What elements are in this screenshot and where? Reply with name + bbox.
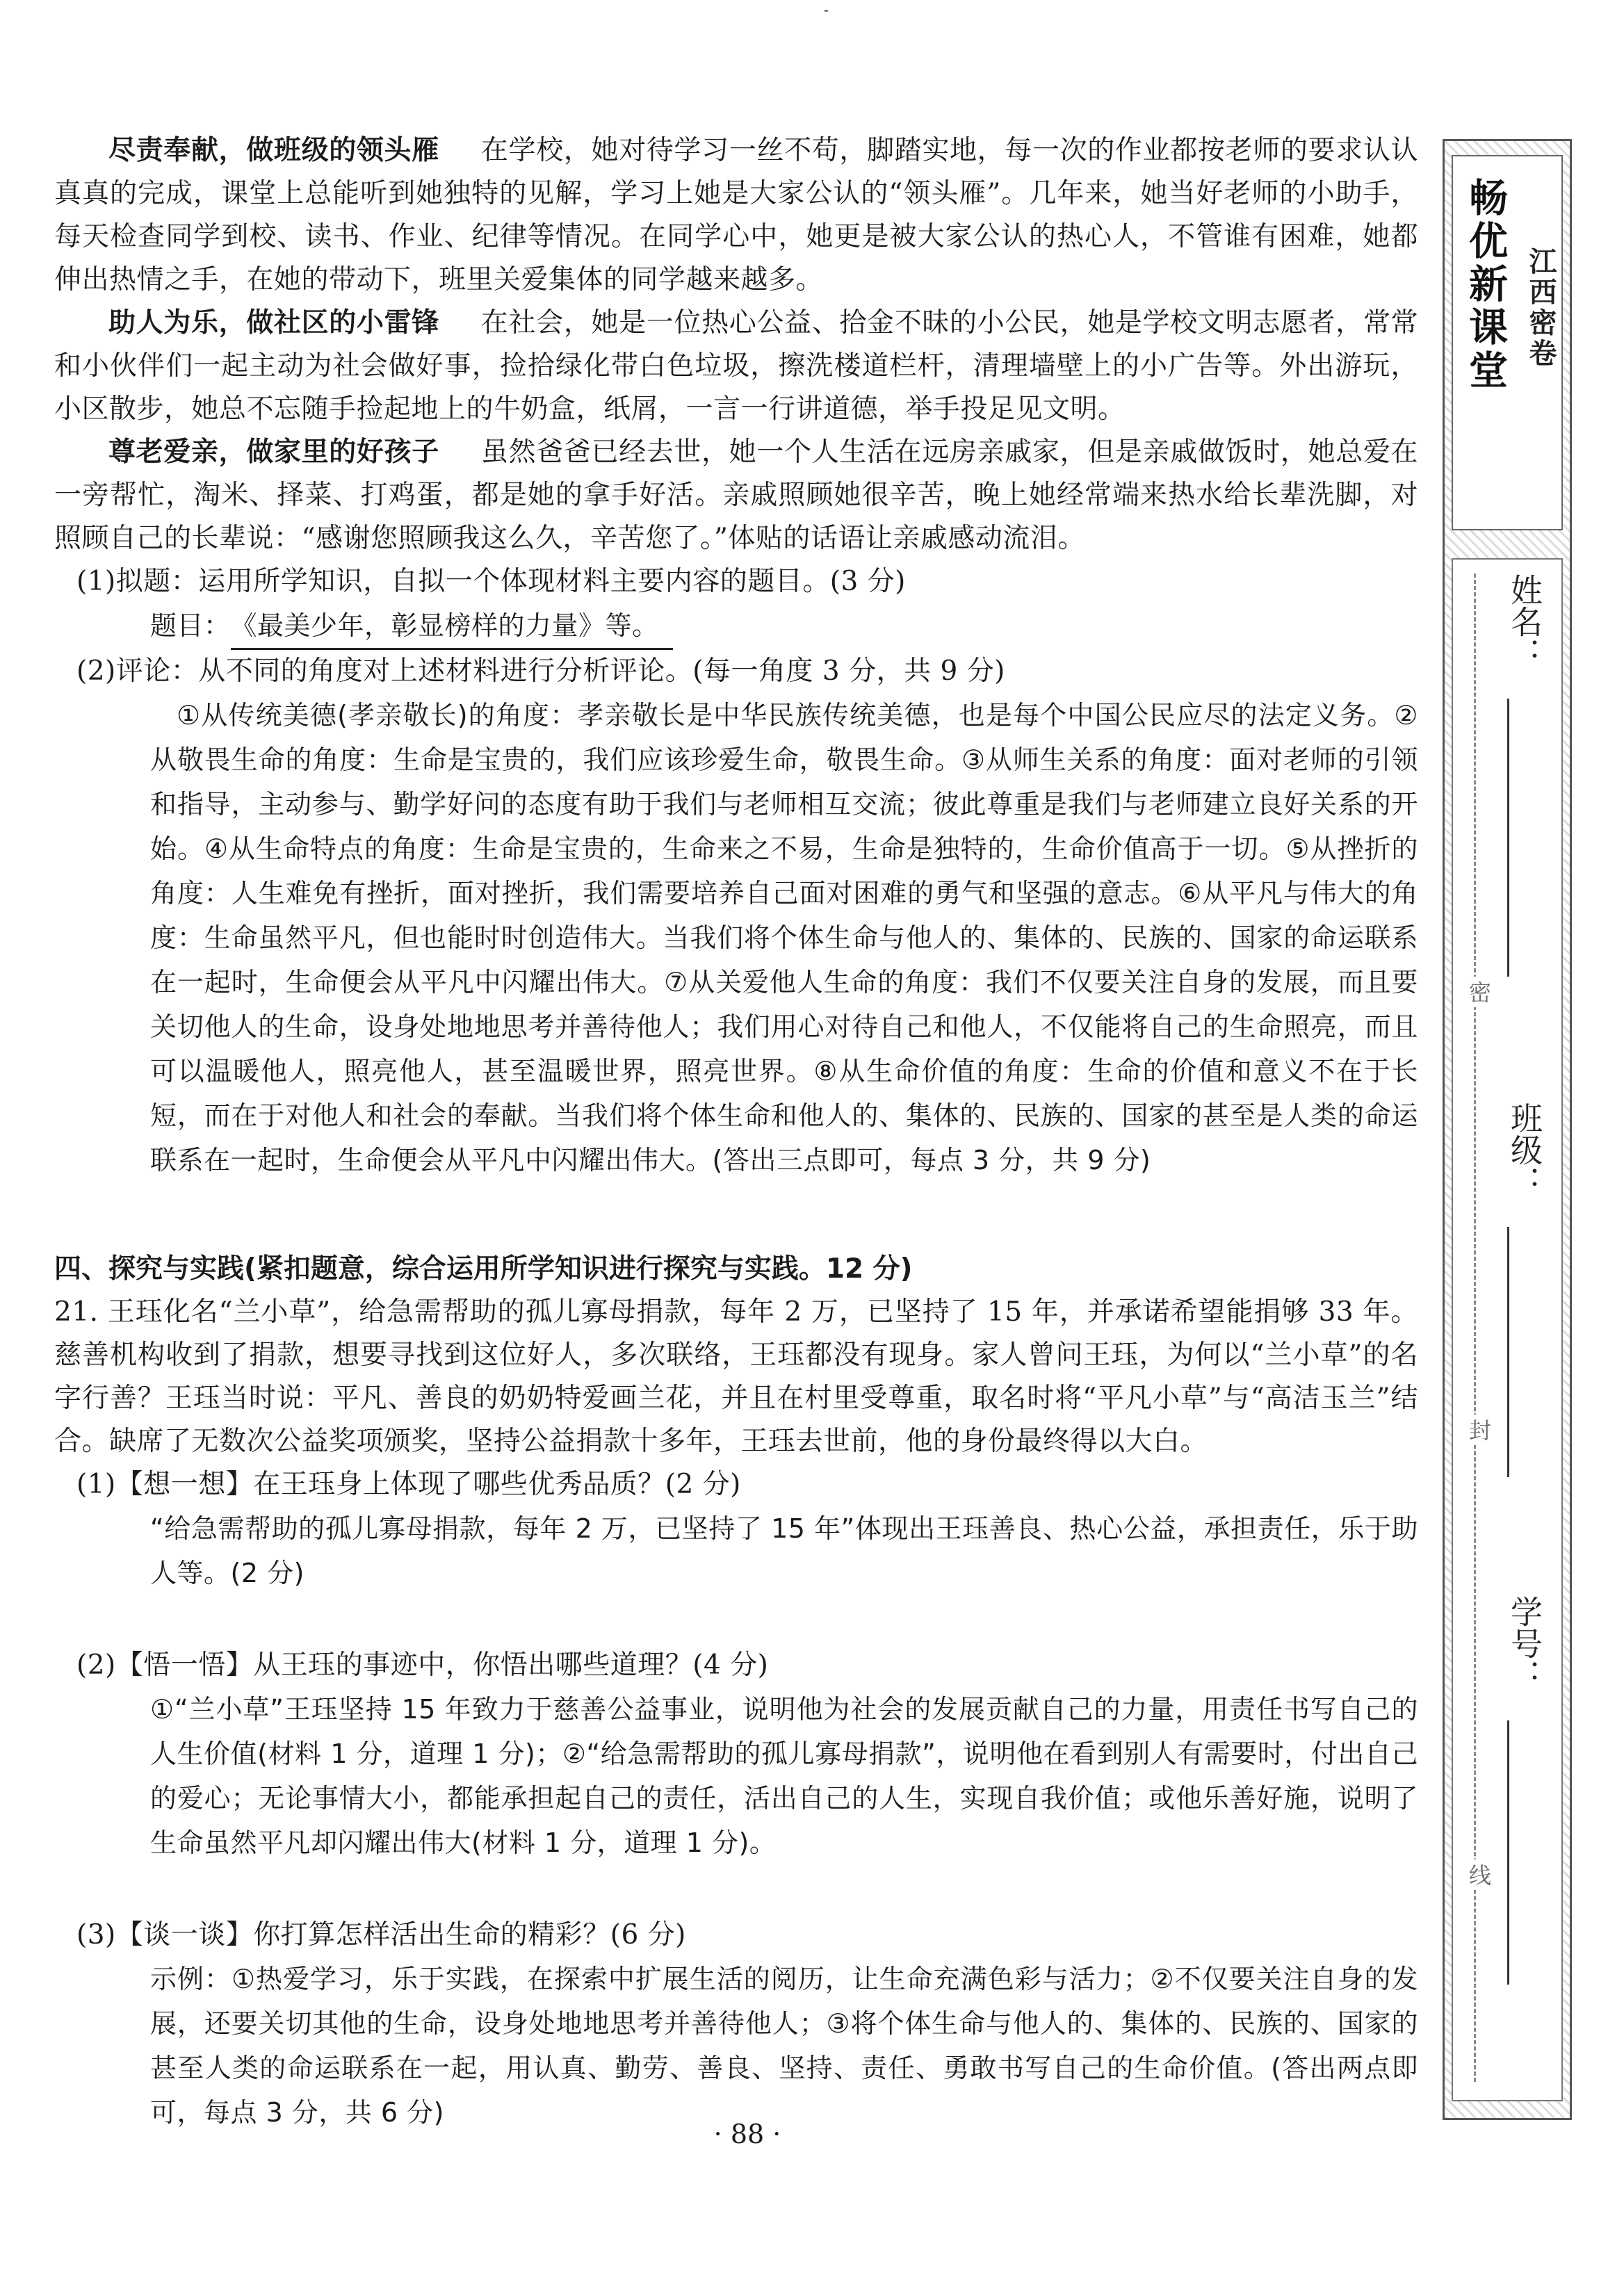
seal-dashed-line bbox=[1474, 573, 1476, 2082]
student-info-strip bbox=[1452, 558, 1563, 2101]
paragraph-heading: 助人为乐，做社区的小雷锋 bbox=[108, 307, 439, 339]
question-21-2: (2)【悟一悟】从王珏的事迹中，你悟出哪些道理？(4 分) bbox=[76, 1650, 769, 1681]
page-body bbox=[54, 129, 1418, 2135]
answer-label: 题目： bbox=[150, 610, 231, 641]
page-number: · 88 · bbox=[713, 2119, 781, 2149]
material-paragraph-2 bbox=[54, 302, 1418, 431]
section-4-title: 四、探究与实践(紧扣题意，综合运用所学知识进行探究与实践。12 分) bbox=[54, 1253, 913, 1285]
answer-21-2: ①“兰小草”王珏坚持 15 年致力于慈善公益事业，说明他为社会的发展贡献自己的力量，用责任书写自己的人生价值(材料 1 分，道理 1 分)；②“给急需帮助的孤儿寡母捐款”，说明他在看到别人有需要时，付出自己的爱心；无论事情大小，都能承担起自己的责任，活出自己的人生，实现自我价值；或他乐善好施，说明了生命虽然平凡却闪耀出伟大(材料 1 分，道理 1 分)。 bbox=[150, 1694, 1418, 1858]
answer-1-text: 《最美少年，彰显榜样的力量》等。 bbox=[231, 603, 673, 650]
material-paragraph-1 bbox=[54, 129, 1418, 302]
question-21-3: (3)【谈一谈】你打算怎样活出生命的精彩？(6 分) bbox=[76, 1919, 686, 1951]
class-label: 班级： bbox=[1506, 1102, 1543, 1198]
top-mark: - bbox=[824, 1, 829, 18]
question-1: (1)拟题：运用所学知识，自拟一个体现材料主要内容的题目。(3 分) bbox=[76, 566, 906, 597]
seal-label-xian: 线 bbox=[1463, 1859, 1495, 1890]
material-paragraph-3 bbox=[54, 431, 1418, 560]
question-2: (2)评论：从不同的角度对上述材料进行分析评论。(每一角度 3 分，共 9 分) bbox=[76, 656, 1005, 687]
question-21-stem: 21. 王珏化名“兰小草”，给急需帮助的孤儿寡母捐款，每年 2 万，已坚持了 15 年，并承诺希望能捐够 33 年。慈善机构收到了捐款，想要寻找到这位好人，多次联络，王珏都没有现身。家人曾问王珏，为何以“兰小草”的名字行善？王珏当时说：平凡、善良的奶奶特爱画兰花，并且在村里受尊重，取名时将“平凡小草”与“高洁玉兰”结合。缺席了无数次公益奖项颁奖，坚持公益捐款十多年，王珏去世前，他的身份最终得以大白。 bbox=[54, 1296, 1418, 1457]
answer-2: ①从传统美德(孝亲敬长)的角度：孝亲敬长是中华民族传统美德，也是每个中国公民应尽的法定义务。②从敬畏生命的角度：生命是宝贵的，我们应该珍爱生命，敬畏生命。③从师生关系的角度：面对老师的引领和指导，主动参与、勤学好问的态度有助于我们与老师相互交流；彼此尊重是我们与老师建立良好关系的开始。④从生命特点的角度：生命是宝贵的，生命来之不易，生命是独特的，生命价值高于一切。⑤从挫折的角度：人生难免有挫折，面对挫折，我们需要培养自己面对困难的勇气和坚强的意志。⑥从平凡与伟大的角度：生命虽然平凡，但也能时时创造伟大。当我们将个体生命与他人的、集体的、民族的、国家的命运联系在一起时，生命便会从平凡中闪耀出伟大。⑦从关爱他人生命的角度：我们不仅要关注自身的发展，而且要关切他人的生命，设身处地地思考并善待他人；我们用心对待自己和他人，不仅能将自己的生命照亮，而且可以温暖他人，照亮他人，甚至温暖世界，照亮世界。⑧从生命价值的角度：生命的价值和意义不在于长短，而在于对他人和社会的奉献。当我们将个体生命和他人的、集体的、民族的、国家的甚至是人类的命运联系在一起时，生命便会从平凡中闪耀出伟大。(答出三点即可，每点 3 分，共 9 分) bbox=[150, 700, 1418, 1175]
seal-label-feng: 封 bbox=[1463, 1415, 1495, 1445]
paragraph-heading: 尊老爱亲，做家里的好孩子 bbox=[108, 437, 439, 468]
spacer bbox=[54, 1595, 1418, 1644]
answer-1 bbox=[54, 603, 1418, 650]
name-label: 姓名： bbox=[1506, 573, 1543, 669]
spacer bbox=[54, 1865, 1418, 1914]
seal-label-mi: 密 bbox=[1463, 977, 1495, 1007]
paragraph-text: 在社会，她是一位热心公益、拾金不昧的小公民，她是学校文明志愿者，常常和小伙伴们一起主动为社会做好事，捡拾绿化带白色垃圾，擦洗楼道栏杆，清理墙壁上的小广告等。外出游玩，小区散步，她总不忘随手捡起地上的牛奶盒，纸屑，一言一行讲道德，举手投足见文明。 bbox=[54, 307, 1418, 425]
brand-subtitle: 江西密卷 bbox=[1525, 247, 1557, 369]
question-21-1: (1)【想一想】在王珏身上体现了哪些优秀品质？(2 分) bbox=[76, 1469, 741, 1500]
brand-title: 畅优新课堂 bbox=[1463, 177, 1508, 393]
name-field-line[interactable] bbox=[1507, 699, 1509, 977]
paragraph-text: 在学校，她对待学习一丝不苟，脚踏实地，每一次的作业都按老师的要求认认真真的完成，课堂上总能听到她独特的见解，学习上她是大家公认的“领头雁”。几年来，她当好老师的小助手，每天检查同学到校、读书、作业、纪律等情况。在同学心中，她更是被大家公认的热心人，不管谁有困难，她都伸出热情之手，在她的带动下，班里关爱集体的同学越来越多。 bbox=[54, 135, 1418, 295]
student-id-field-line[interactable] bbox=[1507, 1720, 1509, 1985]
answer-21-1: “给急需帮助的孤儿寡母捐款，每年 2 万，已坚持了 15 年”体现出王珏善良、热心公益，承担责任，乐于助人等。(2 分) bbox=[150, 1513, 1418, 1588]
paragraph-text: 虽然爸爸已经去世，她一个人生活在远房亲戚家，但是亲戚做饭时，她总爱在一旁帮忙，淘米、择菜、打鸡蛋，都是她的拿手好活。亲戚照顾她很辛苦，晚上她经常端来热水给长辈洗脚，对照顾自己的长辈说：“感谢您照顾我这么久，辛苦您了。”体贴的话语让亲戚感动流泪。 bbox=[54, 437, 1418, 554]
paragraph-heading: 尽责奉献，做班级的领头雁 bbox=[108, 135, 439, 166]
brand-box bbox=[1452, 155, 1563, 530]
answer-21-3: 示例：①热爱学习，乐于实践，在探索中扩展生活的阅历，让生命充满色彩与活力；②不仅要关注自身的发展，还要关切其他的生命，设身处地地思考并善待他人；③将个体生命与他人的、集体的、民族的、国家的甚至人类的命运联系在一起，用认真、勤劳、善良、坚持、责任、勇敢书写自己的生命价值。(答出两点即可，每点 3 分，共 6 分) bbox=[150, 1964, 1418, 2128]
spacer bbox=[54, 1182, 1418, 1217]
class-field-line[interactable] bbox=[1507, 1227, 1509, 1477]
student-id-label: 学号： bbox=[1506, 1595, 1543, 1691]
binding-margin bbox=[1443, 139, 1572, 2120]
